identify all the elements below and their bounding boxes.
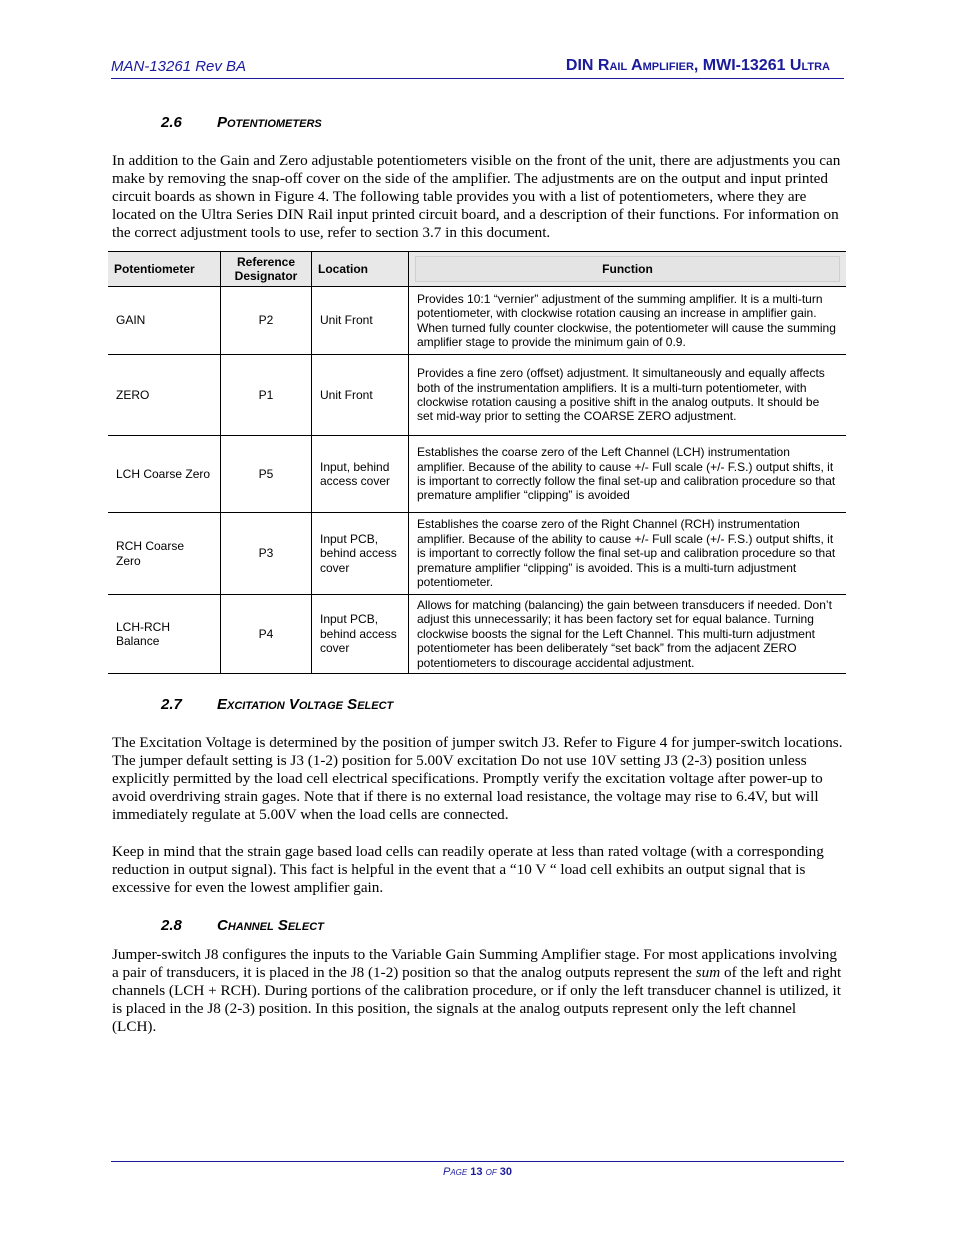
section-heading-excitation-voltage	[161, 696, 393, 713]
column-header-function: Function	[409, 252, 847, 287]
cell-designator: P2	[221, 287, 312, 355]
cell-location: Input, behind access cover	[312, 436, 409, 513]
page-footer	[111, 1161, 844, 1178]
potentiometer-table	[108, 251, 846, 674]
column-header-location: Location	[312, 252, 409, 287]
cell-potentiometer: RCH Coarse Zero	[108, 513, 221, 595]
section-number: 2.8	[161, 917, 182, 934]
emphasis: sum	[695, 964, 721, 981]
cell-function: Provides a fine zero (offset) adjustment. It simultaneously and equally affects both of the instrumentation amplifiers. It is a multi-turn potentiometer, with clockwise rotation causing a positive shift in the analog outputs. It should be set mid-way prior to setting the COARSE ZERO adjustment.	[409, 355, 847, 436]
cell-location: Input PCB, behind access cover	[312, 595, 409, 674]
cell-potentiometer: ZERO	[108, 355, 221, 436]
paragraph: The Excitation Voltage is determined by the position of jumper switch J3. Refer to Figure 4 for jumper-switch locations. The jumper default setting is J3 (1-2) position for 5.00V excitation Do not use 10V setting J3 (2-3) position unless explicitly permitted by the load cell electrical specifications. Promptly verify the excitation voltage after power-up to avoid overdriving strain gages. Note that if there is no external load resistance, the voltage may rise to 6.4V, but will immediately regulate at 5.00V when the load cells are connected.	[112, 734, 843, 823]
table-row	[108, 595, 846, 674]
of-label: of	[485, 1166, 497, 1178]
section-number: 2.6	[161, 114, 182, 131]
paragraph: Jumper-switch J8 configures the inputs to the Variable Gain Summing Amplifier stage. For most applications involving a pair of transducers, it is placed in the J8 (1-2) position so that the analog outputs represent the sum of the left and right channels (LCH + RCH). During portions of the calibration procedure, or if only the left transducer channel is utilized, it is placed in the J8 (2-3) position. In this position, the signals at the analog outputs represent only the left channel (LCH).	[112, 946, 842, 1035]
table-row	[108, 287, 846, 355]
cell-location: Input PCB, behind access cover	[312, 513, 409, 595]
cell-potentiometer: LCH-RCH Balance	[108, 595, 221, 674]
section-title: Potentiometers	[217, 114, 322, 131]
column-header-reference-designator: Reference Designator	[221, 252, 312, 287]
cell-designator: P1	[221, 355, 312, 436]
cell-function: Provides 10:1 “vernier” adjustment of the summing amplifier. It is a multi-turn potentiometer, with clockwise rotation causing an increase in amplifier gain. When turned fully counter clockwise, the potentiometer will cause the summing amplifier stage to provide the minimum gain of 0.9.	[409, 287, 847, 355]
page-number: 13	[470, 1166, 483, 1178]
document-title: DIN Rail Amplifier, MWI-13261 Ultra	[565, 57, 830, 74]
cell-designator: P5	[221, 436, 312, 513]
table-row	[108, 513, 846, 595]
table-row	[108, 355, 846, 436]
cell-potentiometer: LCH Coarse Zero	[108, 436, 221, 513]
cell-designator: P3	[221, 513, 312, 595]
cell-location: Unit Front	[312, 355, 409, 436]
page-header	[111, 57, 844, 79]
table-header-row	[108, 252, 846, 287]
page-total: 30	[499, 1166, 513, 1178]
document-id: MAN-13261 Rev BA	[111, 58, 247, 75]
page-label: Page	[442, 1166, 468, 1178]
cell-location: Unit Front	[312, 287, 409, 355]
cell-potentiometer: GAIN	[108, 287, 221, 355]
cell-function: Allows for matching (balancing) the gain between transducers if needed. Don’t adjust this unnecessarily; it has been factory set for equal balance. Turning clockwise boosts the signal for the Left Channel. This multi-turn adjustment potentiometer has been deliberately “set back” from the adjacent ZERO potentiometers to discourage accidental adjustment.	[409, 595, 847, 674]
section-heading-channel-select	[161, 917, 324, 934]
section-heading-potentiometers	[161, 114, 322, 131]
paragraph: In addition to the Gain and Zero adjustable potentiometers visible on the front of the unit, there are adjustments you can make by removing the snap-off cover on the side of the amplifier. The adjustments are on the output and input printed circuit boards as shown in Figure 4. The following table provides you with a list of potentiometers, where they are located on the Ultra Series DIN Rail input printed circuit board, and a description of their functions. For information on the correct adjustment tools to use, refer to section 3.7 in this document.	[112, 152, 841, 241]
section-number: 2.7	[161, 696, 182, 713]
cell-function: Establishes the coarse zero of the Left Channel (LCH) instrumentation amplifier. Because of the ability to cause +/- Full scale (+/- F.S.) output shifts, it is important to correctly follow the final set-up and calibration procedure so that premature amplifier “clipping” is avoided	[409, 436, 847, 513]
section-title: Channel Select	[217, 917, 324, 934]
section-title: Excitation Voltage Select	[217, 696, 394, 713]
cell-designator: P4	[221, 595, 312, 674]
column-header-potentiometer: Potentiometer	[108, 252, 221, 287]
table-row	[108, 436, 846, 513]
paragraph: Keep in mind that the strain gage based load cells can readily operate at less than rated voltage (with a corresponding reduction in output signal). This fact is helpful in the event that a “10 V “ load cell exhibits an output signal that is excessive for even the lowest amplifier gain.	[112, 843, 824, 896]
cell-function: Establishes the coarse zero of the Right Channel (RCH) instrumentation amplifier. Because of the ability to cause +/- Full scale (+/- F.S.) output shifts, it is important to correctly follow the final set-up and calibration procedure so that premature amplifier “clipping” is avoided. This is a multi-turn adjustment potentiometer.	[409, 513, 847, 595]
